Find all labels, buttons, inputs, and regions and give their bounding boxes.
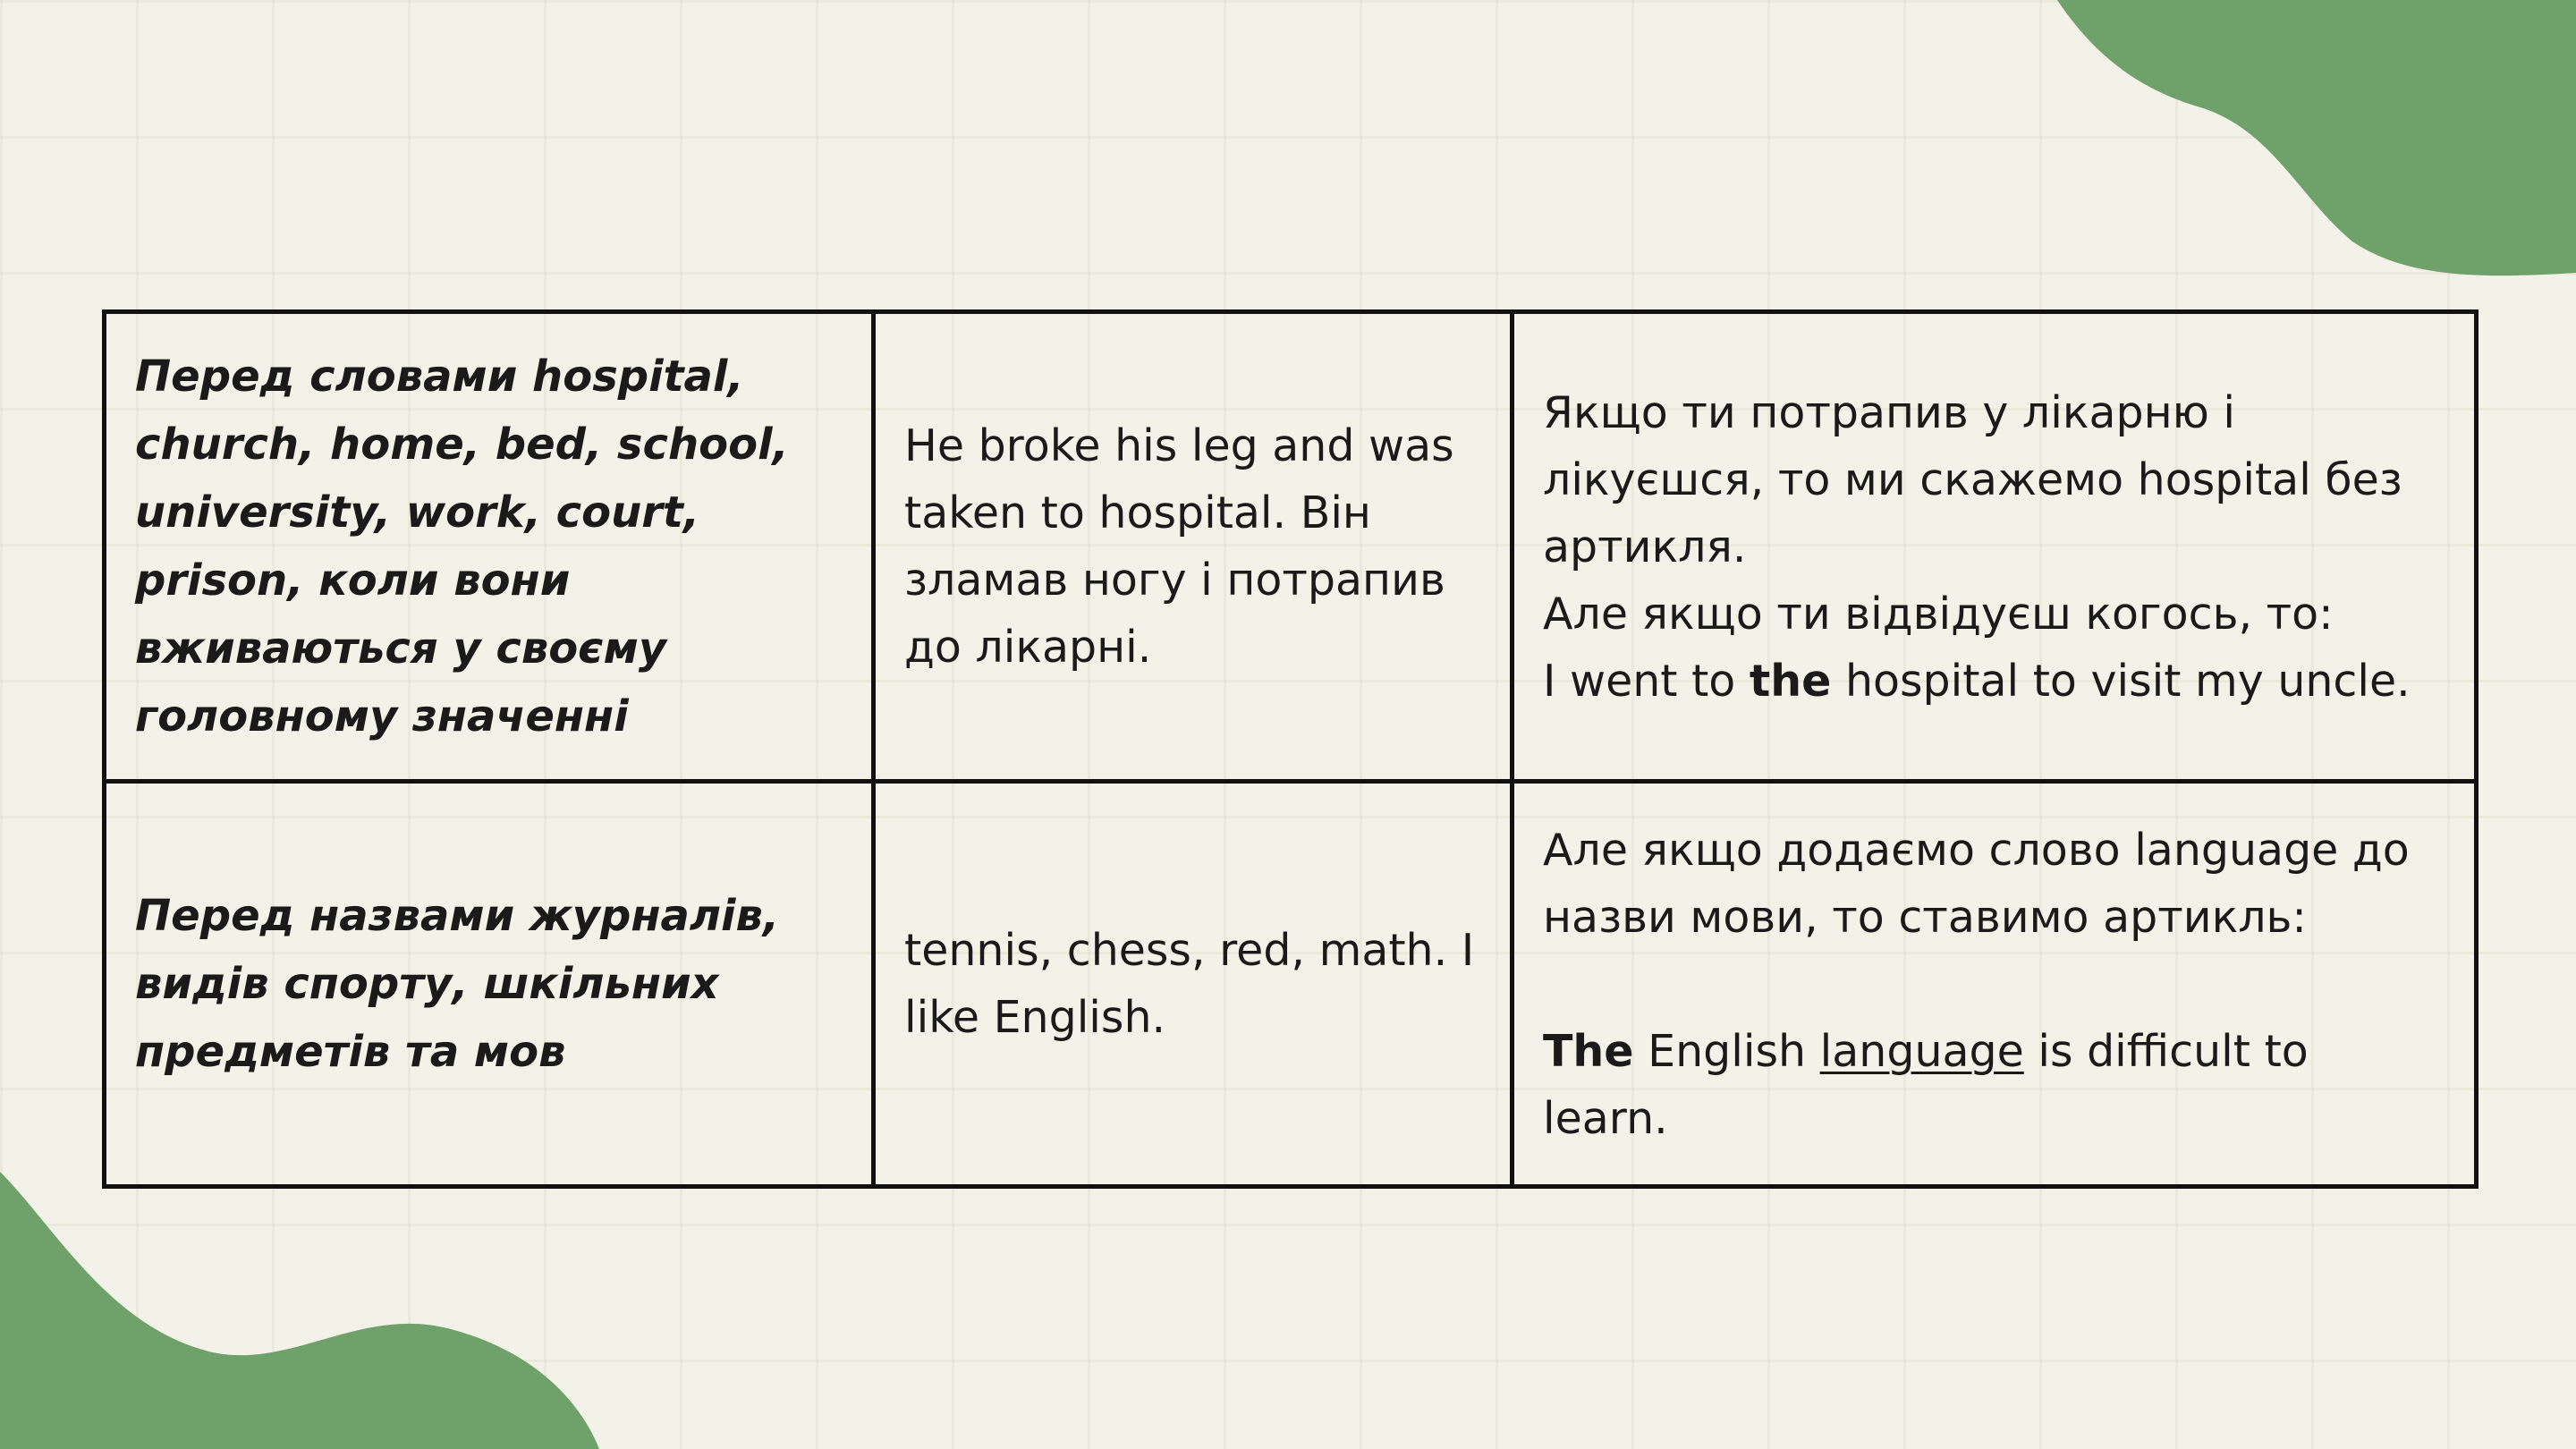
example-cell (874, 312, 1513, 782)
article-bold: the (1749, 655, 1832, 707)
sentence-part: is difficult to learn. (1543, 1025, 2309, 1144)
note-line: Якщо ти потрапив у лікарню і лікуєшся, то ми скажемо hospital без артикля. (1543, 386, 2402, 572)
blob-shape (2057, 0, 2576, 275)
blob-shape (0, 1172, 599, 1449)
example-text: He broke his leg and was taken to hospital. Він зламав ногу і потрапив до лікарні. (904, 420, 1454, 673)
example-text: tennis, chess, red, math. I like English. (904, 925, 1475, 1043)
underlined-word: language (1819, 1025, 2024, 1077)
sentence-part: English (1633, 1025, 1820, 1077)
decorative-green-blob-bottom-left (0, 1172, 608, 1449)
table-row (105, 782, 2477, 1187)
rule-text: Перед словами hospital, church, home, bed, school, university, work, court, prison, коли вони вживаються у своєму головному значенні (135, 352, 789, 741)
example-sentence (1543, 648, 2445, 715)
note-line: Але якщо ти відвідуєш когось, то: (1543, 588, 2334, 640)
note-line: Але якщо додаємо слово language до назви мови, то ставимо артикль: (1543, 824, 2410, 943)
grammar-rules-table (102, 309, 2479, 1189)
example-cell (874, 782, 1513, 1187)
article-bold: The (1543, 1025, 1634, 1077)
rule-cell (105, 312, 874, 782)
spacer (1543, 951, 2445, 1018)
decorative-green-blob-top-right (2057, 0, 2576, 286)
note-cell (1513, 782, 2477, 1187)
rule-cell (105, 782, 874, 1187)
rule-text: Перед назвами журналів, видів спорту, шкільних предметів та мов (135, 891, 780, 1077)
note-cell (1513, 312, 2477, 782)
sentence-part: I went to (1543, 655, 1750, 707)
table-row (105, 312, 2477, 782)
example-sentence (1543, 1018, 2445, 1152)
sentence-part: hospital to visit my uncle. (1831, 655, 2411, 707)
